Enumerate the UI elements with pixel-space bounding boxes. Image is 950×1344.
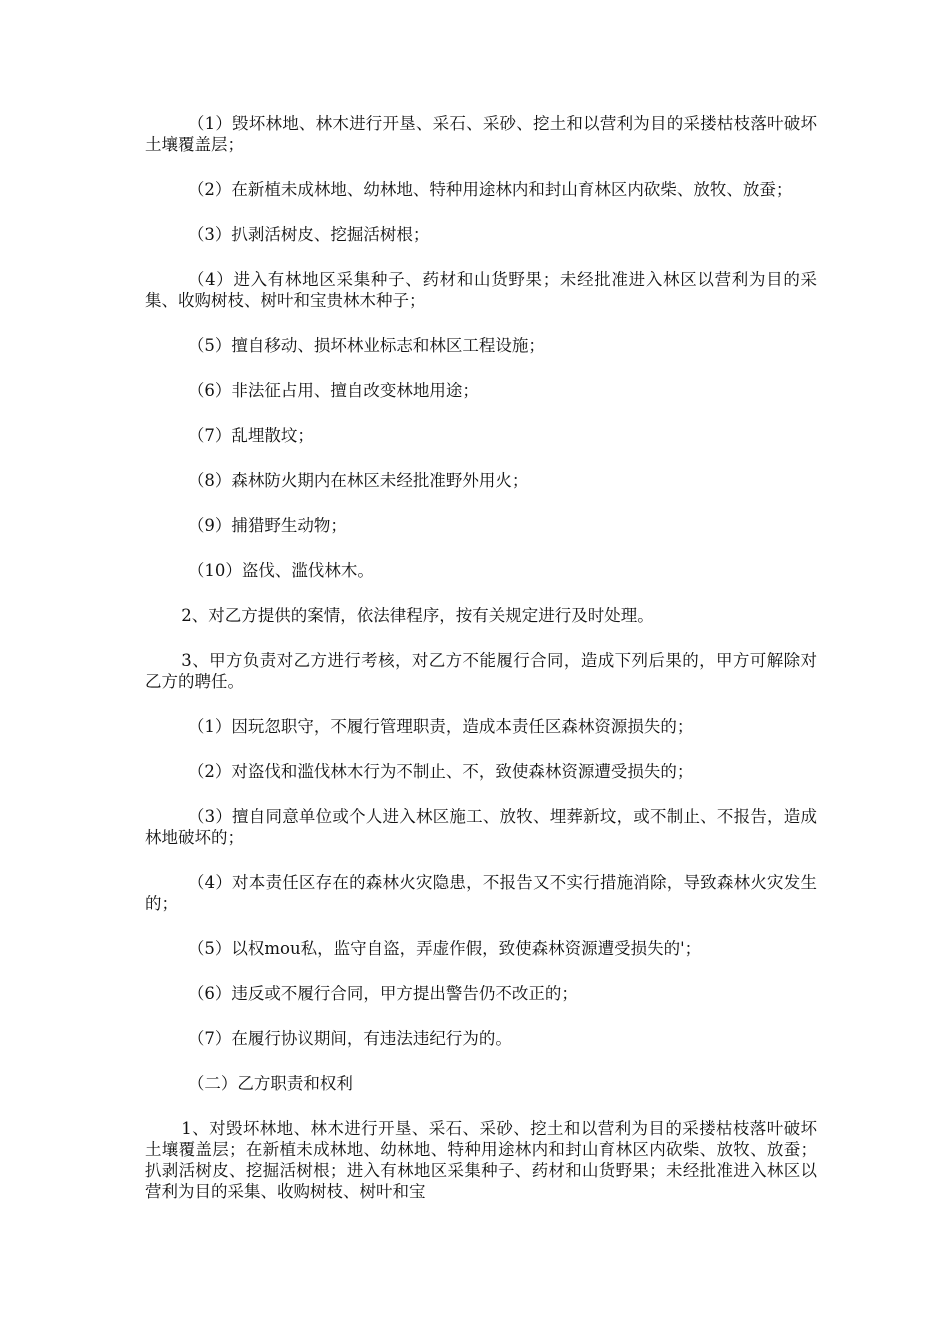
paragraph-item-3: （3）扒剥活树皮、挖掘活树根； [187, 225, 430, 244]
paragraph-item-7: （7）乱埋散坟； [187, 426, 314, 445]
section-heading-party-b: （二）乙方职责和权利 [187, 1074, 353, 1093]
paragraph-item-5: （5）擅自移动、损坏林业标志和林区工程设施； [187, 336, 545, 355]
paragraph-item-4: （4）进入有林地区采集种子、药材和山货野果；未经批准进入林区以营利为目的采集、收购树枝、树叶和宝贵林木种子； [145, 270, 817, 310]
paragraph-item-6: （6）非法征占用、擅自改变林地用途； [187, 381, 479, 400]
paragraph-item-9: （9）捕猎野生动物； [187, 516, 347, 535]
paragraph-clause-3: 3、甲方负责对乙方进行考核，对乙方不能履行合同，造成下列后果的，甲方可解除对乙方的聘任。 [145, 651, 817, 691]
document-body [145, 113, 817, 1226]
paragraph-consequence-2: （2）对盗伐和滥伐林木行为不制止、不，致使森林资源遭受损失的； [187, 762, 694, 781]
paragraph-consequence-1: （1）因玩忽职守，不履行管理职责，造成本责任区森林资源损失的； [187, 717, 694, 736]
paragraph-item-1: （1）毁坏林地、林木进行开垦、采石、采砂、挖土和以营利为目的采搂枯枝落叶破坏土壤覆盖层； [145, 114, 817, 154]
paragraph-consequence-4: （4）对本责任区存在的森林火灾隐患，不报告又不实行措施消除，导致森林火灾发生的； [145, 873, 817, 913]
paragraph-party-b-1: 1、对毁坏林地、林木进行开垦、采石、采砂、挖土和以营利为目的采搂枯枝落叶破坏土壤覆盖层；在新植未成林地、幼林地、特种用途林内和封山育林区内砍柴、放牧、放蚕；扒剥活树皮、挖掘活树根；进入有林地区采集种子、药材和山货野果；未经批准进入林区以营利为目的采集、收购树枝、树叶和宝 [145, 1119, 817, 1201]
paragraph-item-10: （10）盗伐、滥伐林木。 [187, 561, 374, 580]
paragraph-consequence-6: （6）违反或不履行合同，甲方提出警告仍不改正的； [187, 984, 578, 1003]
paragraph-consequence-5: （5）以权mou私，监守自盗，弄虚作假，致使森林资源遭受损失的'； [187, 939, 702, 958]
paragraph-consequence-3: （3）擅自同意单位或个人进入林区施工、放牧、埋葬新坟，或不制止、不报告，造成林地破坏的； [145, 807, 817, 847]
paragraph-clause-2: 2、对乙方提供的案情，依法律程序，按有关规定进行及时处理。 [181, 606, 654, 625]
paragraph-item-2: （2）在新植未成林地、幼林地、特种用途林内和封山育林区内砍柴、放牧、放蚕； [187, 180, 793, 199]
paragraph-item-8: （8）森林防火期内在林区未经批准野外用火； [187, 471, 529, 490]
paragraph-consequence-7: （7）在履行协议期间，有违法违纪行为的。 [187, 1029, 512, 1048]
